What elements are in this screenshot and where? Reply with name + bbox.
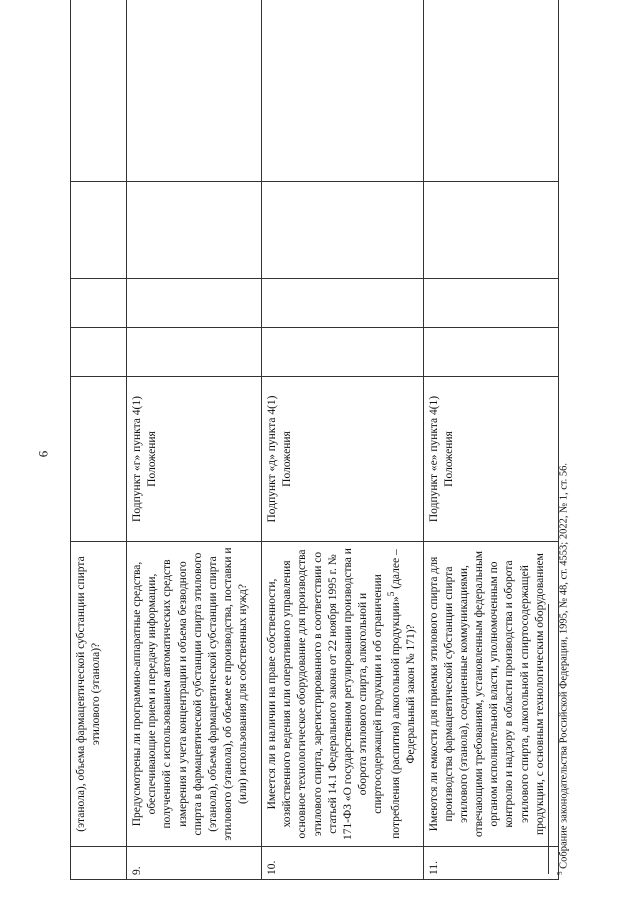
answer-na-cell[interactable] [127,182,262,279]
notes-cell[interactable] [262,0,424,182]
question-cell: (этанола), объема фармацевтической субстанции спирта этилового (этанола)? [71,542,127,847]
reference-cell [262,377,424,542]
answer-na-cell[interactable] [423,182,558,279]
table-row [71,0,127,880]
footnote-marker: 5 [556,871,564,875]
question-cell: Имеются ли емкости для приемки этилового спирта для производства фармацевтической субстанции спирта этилового (этанола), соединенные коммуникациями, отвечающими требованиям, установленным федеральным органом исполнительной власти, уполномоченным по контролю и надзору в области производства и оборота этилового спирта, алкогольной и спиртосодержащей продукции, с основным технологическим оборудованием [423,542,558,847]
checklist-table [70,0,559,880]
footnote-text: Собрание законодательства Российской Федерации, 1995, № 48, ст. 4553; 2022, № 1, ст. 56. [558,462,570,869]
page-number: 6 [35,450,51,458]
question-text: Имеется ли в наличии на праве собственности, хозяйственного ведения или оперативного управления основное технологическое оборудование для производства этилового спирта, зарегистрированного в соответствии со статьей 14.1 Федерального закона от 22 ноября 1995 г. № 171-ФЗ «О государственном регулировании производства и оборота этилового спирта, алкогольной и спиртосодержащей продукции и об ограничении потребления (распития) алкогольной продукции» [266,548,403,840]
answer-no-cell[interactable] [262,279,424,328]
reference-line: Положения [442,431,455,487]
table-row [423,0,558,880]
row-number: 10. [262,847,424,880]
table-row [127,0,262,880]
reference-line: Положения [281,431,294,487]
footnote-divider [548,604,549,874]
answer-no-cell[interactable] [71,279,127,328]
answer-no-cell[interactable] [423,279,558,328]
answer-na-cell[interactable] [71,182,127,279]
answer-no-cell[interactable] [127,279,262,328]
reference-cell [127,377,262,542]
row-number: 11. [423,847,558,880]
question-text-tail: (далее – Федеральный закон № 171)? [390,549,418,764]
reference-cell [71,377,127,542]
footnote-ref: 5 [386,591,398,597]
notes-cell[interactable] [127,0,262,182]
table-row [262,0,424,880]
row-number [71,847,127,880]
notes-cell[interactable] [423,0,558,182]
question-cell [262,542,424,847]
answer-yes-cell[interactable] [423,328,558,377]
checklist-table-rotated [70,60,551,880]
answer-yes-cell[interactable] [262,328,424,377]
reference-cell [423,377,558,542]
reference-line: Положения [146,431,159,487]
reference-line: Подпункт «д» пункта 4(1) [266,395,278,523]
reference-line: Подпункт «г» пункта 4(1) [131,396,143,522]
notes-cell[interactable] [71,0,127,182]
footnote [556,175,570,875]
answer-yes-cell[interactable] [71,328,127,377]
question-cell: Предусмотрены ли программно-аппаратные средства, обеспечивающие прием и передачу информации, полученной с использованием автоматических средств измерения и учета концентрации и объема безводного спирта в фармацевтической субстанции спирта этилового (этанола), объема фармацевтической субстанции спирта этилового (этанола), об объеме ее производства, поставки и (или) использования для собственных нужд? [127,542,262,847]
answer-yes-cell[interactable] [127,328,262,377]
reference-line: Подпункт «е» пункта 4(1) [427,395,440,523]
answer-na-cell[interactable] [262,182,424,279]
row-number: 9. [127,847,262,880]
